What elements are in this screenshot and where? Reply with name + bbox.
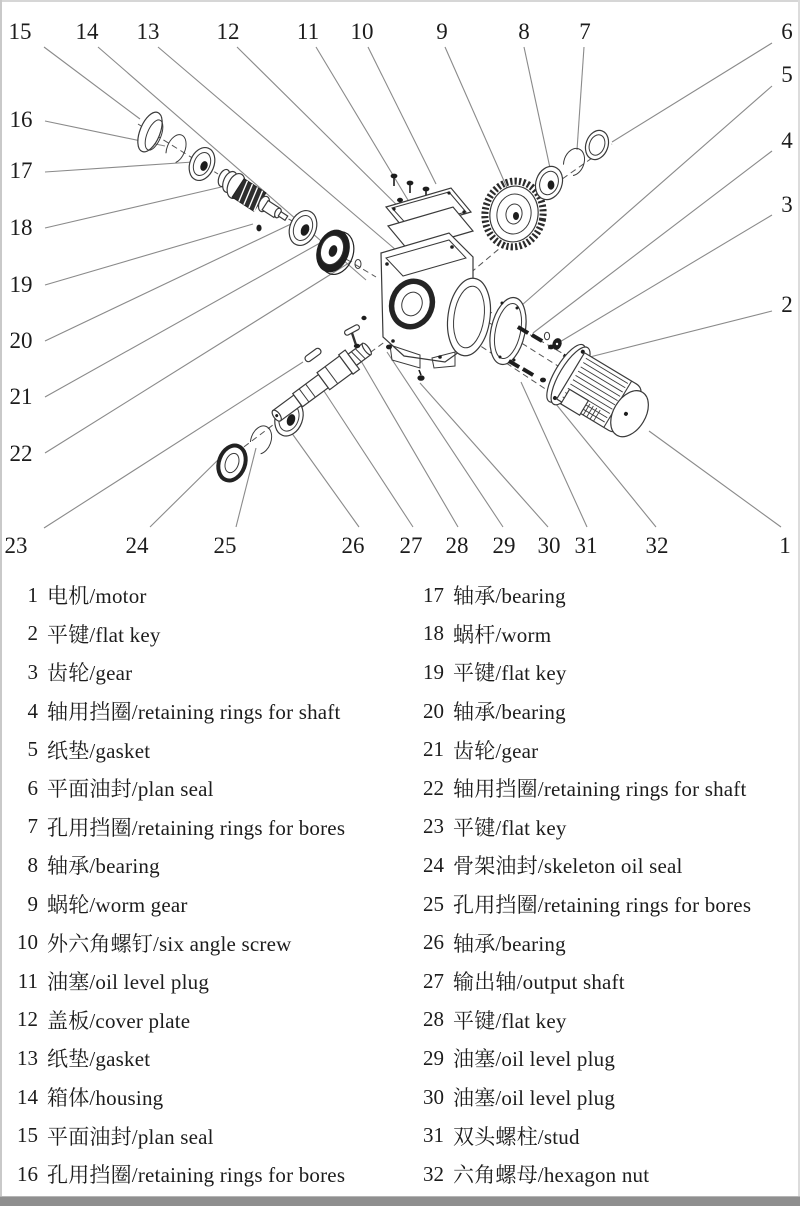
- part-name: 轴用挡圈/retaining rings for shaft: [47, 700, 341, 725]
- part-number: 32: [423, 1161, 444, 1186]
- parts-list-item-20: [412, 692, 796, 731]
- parts-list-item-12: [6, 1001, 406, 1040]
- part-number: 13: [17, 1045, 38, 1070]
- callout-number-8: 8: [518, 19, 530, 44]
- part-name: 齿轮/gear: [453, 738, 539, 763]
- part-number: 17: [423, 582, 444, 607]
- part-name: 平键/flat key: [453, 1008, 567, 1033]
- callout-number-14: 14: [75, 19, 99, 44]
- callout-number-26: 26: [341, 533, 365, 558]
- part-name: 外六角螺钉/six angle screw: [47, 931, 292, 956]
- part-name: 轴承/bearing: [453, 931, 566, 956]
- part-name: 输出轴/output shaft: [453, 970, 625, 995]
- callout-number-20: 20: [9, 328, 33, 353]
- parts-list-item-21: [412, 730, 796, 769]
- leader-line-19: [45, 224, 253, 285]
- part-name: 平面油封/plan seal: [47, 777, 214, 802]
- part-retaining-ring-25: [247, 423, 276, 457]
- parts-list-item-1: [6, 576, 406, 615]
- parts-list-item-22: [412, 769, 796, 808]
- part-number: 29: [423, 1045, 444, 1070]
- part-number: 11: [17, 968, 38, 993]
- callout-number-6: 6: [781, 19, 793, 44]
- parts-list-item-30: [412, 1078, 796, 1117]
- leader-line-10: [368, 47, 436, 184]
- leader-line-6: [612, 43, 772, 142]
- leader-line-7: [577, 47, 584, 150]
- callout-number-22: 22: [9, 441, 33, 466]
- parts-list-item-15: [6, 1116, 406, 1155]
- part-number: 6: [27, 775, 38, 800]
- parts-list-item-9: [6, 885, 406, 924]
- part-name: 孔用挡圈/retaining rings for bores: [453, 893, 752, 918]
- leader-line-27: [322, 388, 413, 527]
- callout-number-28: 28: [445, 533, 469, 558]
- part-number: 10: [17, 930, 38, 955]
- part-number: 12: [17, 1007, 38, 1032]
- parts-list-item-24: [412, 846, 796, 885]
- parts-list-item-31: [412, 1116, 796, 1155]
- parts-list-item-10: [6, 923, 406, 962]
- callout-number-32: 32: [645, 533, 669, 558]
- leader-line-21: [45, 243, 320, 397]
- callout-number-19: 19: [9, 272, 33, 297]
- callout-number-2: 2: [781, 292, 793, 317]
- part-retaining-ring-4: [544, 332, 549, 340]
- part-name: 六角螺母/hexagon nut: [453, 1163, 650, 1188]
- part-skeleton-oil-seal-24: [214, 442, 251, 485]
- leader-line-20: [45, 224, 291, 341]
- part-number: 20: [423, 698, 444, 723]
- parts-list-item-5: [6, 730, 406, 769]
- part-number: 19: [423, 659, 444, 684]
- part-number: 15: [17, 1123, 38, 1148]
- parts-list-item-25: [412, 885, 796, 924]
- parts-list-item-16: [6, 1155, 406, 1194]
- callout-number-10: 10: [350, 19, 374, 44]
- callout-number-15: 15: [8, 19, 32, 44]
- part-name: 平键/flat key: [453, 661, 567, 686]
- parts-list-item-27: [412, 962, 796, 1001]
- leader-line-4: [533, 151, 772, 333]
- part-retaining-ring-7: [560, 145, 588, 178]
- part-number: 31: [423, 1123, 444, 1148]
- part-name: 孔用挡圈/retaining rings for bores: [47, 815, 346, 840]
- parts-list-item-13: [6, 1039, 406, 1078]
- parts-list-item-23: [412, 808, 796, 847]
- part-number: 30: [423, 1084, 444, 1109]
- parts-list-item-32: [412, 1155, 796, 1194]
- part-bearing-8: [531, 163, 567, 204]
- part-oil-plug-29: [344, 324, 361, 348]
- part-number: 24: [423, 852, 444, 877]
- callout-number-30: 30: [537, 533, 561, 558]
- part-housing-14: [361, 233, 495, 368]
- part-number: 26: [423, 930, 444, 955]
- part-bearing-20: [284, 206, 322, 249]
- part-retaining-ring-22: [355, 260, 361, 269]
- part-number: 1: [27, 582, 38, 607]
- part-name: 纸垫/gasket: [47, 738, 151, 763]
- part-name: 箱体/housing: [47, 1086, 164, 1111]
- callout-number-13: 13: [136, 19, 160, 44]
- part-number: 25: [423, 891, 444, 916]
- part-name: 轴承/bearing: [453, 584, 566, 609]
- part-number: 23: [423, 814, 444, 839]
- parts-list-item-3: [6, 653, 406, 692]
- parts-list-left-column: [6, 576, 406, 1194]
- part-name: 轴承/bearing: [453, 700, 566, 725]
- callout-number-31: 31: [574, 533, 598, 558]
- callout-number-5: 5: [781, 62, 793, 87]
- parts-list-item-19: [412, 653, 796, 692]
- part-name: 油塞/oil level plug: [47, 970, 210, 995]
- part-number: 16: [17, 1161, 38, 1186]
- part-name: 平面油封/plan seal: [47, 1124, 214, 1149]
- part-number: 4: [27, 698, 38, 723]
- callout-number-24: 24: [125, 533, 149, 558]
- callout-number-7: 7: [579, 19, 591, 44]
- exploded-view-diagram: [0, 0, 800, 566]
- leader-line-2: [574, 311, 772, 361]
- callout-number-27: 27: [399, 533, 423, 558]
- leader-line-30: [420, 383, 548, 527]
- parts-list-item-4: [6, 692, 406, 731]
- callout-number-21: 21: [9, 384, 33, 409]
- part-number: 22: [423, 775, 444, 800]
- part-number: 9: [27, 891, 38, 916]
- part-flat-key-23: [304, 347, 322, 363]
- parts-list-item-11: [6, 962, 406, 1001]
- callout-number-12: 12: [216, 19, 240, 44]
- leader-line-29: [387, 352, 503, 527]
- parts-list-item-17: [412, 576, 796, 615]
- callout-number-4: 4: [781, 128, 793, 153]
- part-name: 骨架油封/skeleton oil seal: [453, 854, 683, 879]
- leader-line-5: [522, 86, 772, 305]
- parts-list-item-26: [412, 923, 796, 962]
- leader-line-26: [291, 432, 359, 527]
- callout-number-11: 11: [296, 19, 320, 44]
- part-number: 28: [423, 1007, 444, 1032]
- leader-line-8: [524, 47, 550, 168]
- parts-list-item-2: [6, 615, 406, 654]
- part-name: 轴用挡圈/retaining rings for shaft: [453, 777, 747, 802]
- part-number: 7: [27, 814, 38, 839]
- part-name: 油塞/oil level plug: [453, 1086, 616, 1111]
- part-name: 平键/flat key: [47, 622, 161, 647]
- parts-list-item-29: [412, 1039, 796, 1078]
- callout-number-9: 9: [436, 19, 448, 44]
- part-name: 纸垫/gasket: [47, 1047, 151, 1072]
- bottom-edge-bar: [0, 1196, 800, 1206]
- part-number: 8: [27, 852, 38, 877]
- parts-list-item-7: [6, 808, 406, 847]
- part-flat-key-19: [256, 225, 261, 232]
- part-motor-1: [540, 339, 661, 448]
- part-name: 蜗杆/worm: [453, 622, 552, 647]
- callout-number-23: 23: [4, 533, 28, 558]
- leader-line-24: [150, 452, 226, 527]
- part-oil-plug-30: [417, 370, 424, 381]
- part-retaining-ring-16: [162, 132, 190, 167]
- part-plan-seal-15: [133, 109, 167, 155]
- leader-line-17: [45, 162, 193, 172]
- callout-number-3: 3: [781, 192, 793, 217]
- leader-line-13: [158, 47, 396, 250]
- part-gear-21: [310, 225, 359, 279]
- leader-line-15: [44, 47, 140, 119]
- part-bearing-17: [185, 144, 220, 185]
- part-number: 3: [27, 659, 38, 684]
- leader-line-1: [649, 431, 781, 527]
- leader-line-28: [357, 354, 458, 527]
- part-name: 孔用挡圈/retaining rings for bores: [47, 1163, 346, 1188]
- leader-line-18: [45, 185, 230, 228]
- part-number: 21: [423, 737, 444, 762]
- part-number: 2: [27, 621, 38, 646]
- callout-number-25: 25: [213, 533, 237, 558]
- part-name: 油塞/oil level plug: [453, 1047, 616, 1072]
- part-worm-18: [216, 168, 288, 220]
- parts-list-item-8: [6, 846, 406, 885]
- callout-number-16: 16: [9, 107, 33, 132]
- parts-list-item-18: [412, 615, 796, 654]
- part-number: 18: [423, 621, 444, 646]
- parts-list-item-14: [6, 1078, 406, 1117]
- parts-list-right-column: [412, 576, 796, 1194]
- part-number: 27: [423, 968, 444, 993]
- part-plan-seal-6: [582, 127, 613, 163]
- part-name: 电机/motor: [47, 584, 147, 609]
- callout-number-17: 17: [9, 158, 33, 183]
- part-name: 齿轮/gear: [47, 661, 133, 686]
- parts-list-item-6: [6, 769, 406, 808]
- leader-line-3: [548, 215, 772, 349]
- callout-number-1: 1: [779, 533, 791, 558]
- part-name: 轴承/bearing: [47, 854, 160, 879]
- part-name: 盖板/cover plate: [47, 1008, 191, 1033]
- part-name: 平键/flat key: [453, 815, 567, 840]
- part-name: 双头螺柱/stud: [453, 1124, 580, 1149]
- part-name: 蜗轮/worm gear: [47, 893, 188, 918]
- parts-list-item-28: [412, 1001, 796, 1040]
- part-screw-dot: [386, 345, 392, 350]
- callout-number-18: 18: [9, 215, 33, 240]
- leader-line-9: [445, 47, 508, 190]
- part-number: 5: [27, 737, 38, 762]
- callout-number-29: 29: [492, 533, 516, 558]
- part-number: 14: [17, 1084, 38, 1109]
